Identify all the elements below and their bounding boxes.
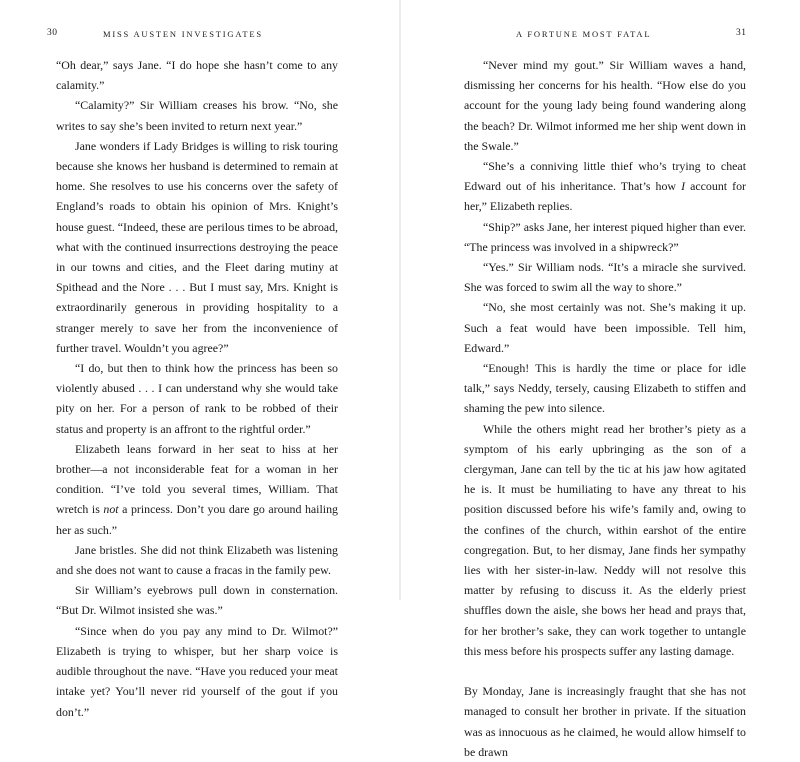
emphasis: not bbox=[103, 502, 119, 517]
emphasis: I bbox=[681, 179, 686, 194]
left-page bbox=[0, 0, 400, 719]
paragraph: “I do, but then to think how the princess has been so violently abused . . . I can understand why she would take pity on her. For a person of rank to be robbed of their status and property is an affront to the rightful order.” bbox=[56, 361, 338, 436]
paragraph: “No, she most certainly was not. She’s making it up. Such a feat would have been impossible. Tell him, Edward.” bbox=[464, 300, 746, 355]
right-running-head: A FORTUNE MOST FATAL bbox=[516, 29, 652, 39]
paragraph: “Oh dear,” says Jane. “I do hope she hasn’t come to any calamity.” bbox=[56, 58, 338, 93]
paragraph: Sir William’s eyebrows pull down in consternation. “But Dr. Wilmot insisted she was.” bbox=[56, 583, 338, 618]
paragraph-section-start: By Monday, Jane is increasingly fraught that she has not managed to consult her brother in private. If the situation was as innocuous as he claimed, he would allow himself to be drawn bbox=[464, 684, 746, 759]
paragraph: “Since when do you pay any mind to Dr. Wilmot?” Elizabeth is trying to whisper, but her sharp voice is audible throughout the nave. “Have you reduced your meat intake yet? You’ll never rid yourself of the gout if you don’t.” bbox=[56, 623, 338, 719]
paragraph: “Enough! This is hardly the time or place for idle talk,” says Neddy, tersely, causing Elizabeth to stiffen and shaming the pew into silence. bbox=[464, 361, 746, 416]
paragraph bbox=[464, 156, 746, 217]
paragraph: “Calamity?” Sir William creases his brow. “No, she writes to say she’s been invited to return next year.” bbox=[56, 98, 338, 133]
paragraph: “Yes.” Sir William nods. “It’s a miracle she survived. She was forced to swim all the way to shore.” bbox=[464, 260, 746, 295]
left-running-head: MISS AUSTEN INVESTIGATES bbox=[103, 29, 263, 39]
text-run: account for her,” Elizabeth replies. bbox=[464, 179, 746, 214]
right-body-text bbox=[464, 55, 746, 762]
paragraph: Jane bristles. She did not think Elizabeth was listening and she does not want to cause a fracas in the family pew. bbox=[56, 542, 338, 578]
paragraph: “Never mind my gout.” Sir William waves a hand, dismissing her concerns for his health. “How else do you account for the young lady being found wandering along the beach? Dr. Wilmot informed me her ship went down in the Swale.” bbox=[464, 58, 746, 153]
paragraph: “Ship?” asks Jane, her interest piqued higher than ever. “The princess was involved in a shipwreck?” bbox=[464, 219, 746, 254]
left-page-number: 30 bbox=[47, 28, 58, 38]
paragraph bbox=[56, 439, 338, 540]
left-body-text bbox=[56, 55, 338, 722]
paragraph: While the others might read her brother’s piety as a symptom of his early upbringing as the son of a clergyman, Jane can tell by the tic at his jaw how agitated he is. It must be humiliating to have any threat to his position discussed before his wife’s family and, owing to the confines of the church, within earshot of the entire congregation. But, to her dismay, Jane finds her sympathy lies with her sister-in-law. Neddy will not resolve this matter by refusing to discuss it. As the elderly priest shuffles down the aisle, she bows her head and prays that, for her brother’s sake, they can work together to untangle this mess before his prospects suffer any lasting damage. bbox=[464, 421, 746, 658]
right-page-number: 31 bbox=[736, 28, 747, 38]
paragraph: Jane wonders if Lady Bridges is willing to risk touring because she knows her husband is determined to remain at home. She resolves to use his concerns over the safety of England’s roads to obtain his opinion of Mrs. Knight’s house guest. “Indeed, these are perilous times to be abroad, what with the continued insurrections destroying the peace in our towns and cities, and the Fleet daring mutiny at Spithead and the Nore . . . But I must say, Mrs. Knight is extraordinarily generous in providing hospitality to a stranger merely to save her from the inconvenience of further travel. Wouldn’t you agree?” bbox=[56, 138, 338, 355]
text-run: a princess. Don’t you dare go around hailing her as such.” bbox=[56, 502, 338, 537]
text-run: Elizabeth leans forward in her seat to hiss at her brother—a not inconsiderable feat for a woman in her condition. “I’ve told you several times, William. That wretch is bbox=[56, 441, 338, 517]
right-page bbox=[400, 0, 800, 759]
text-run: “She’s a conniving little thief who’s trying to cheat Edward out of his inheritance. That’s how bbox=[464, 159, 746, 194]
